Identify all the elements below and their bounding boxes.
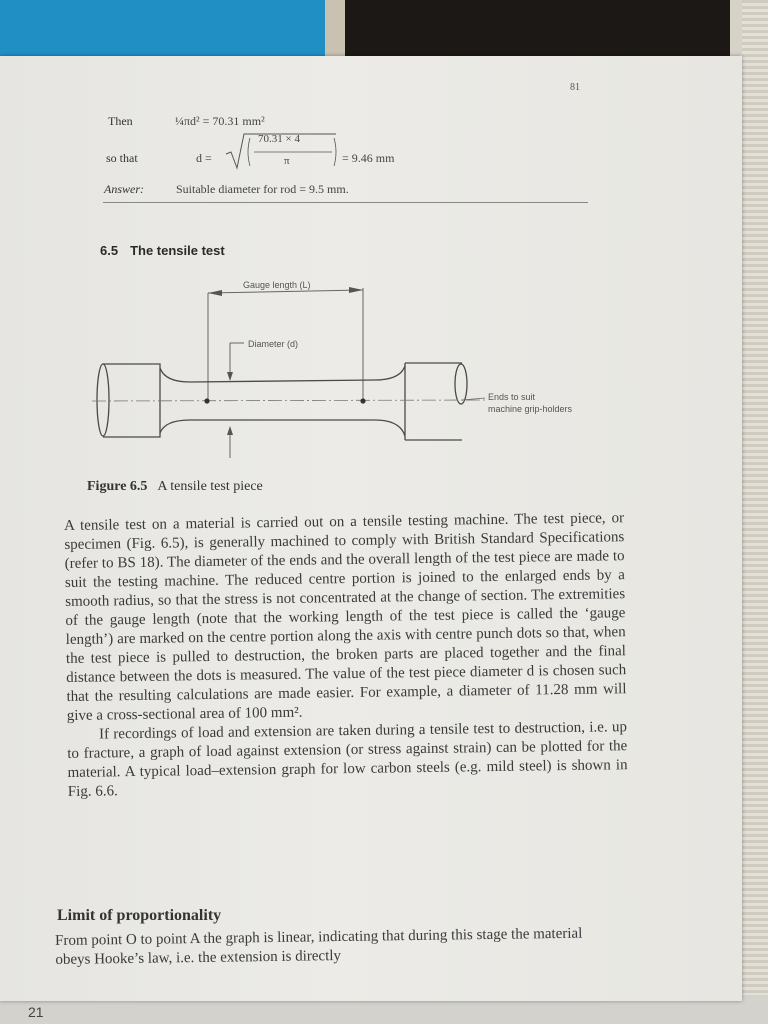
answer-label: Answer: (104, 182, 144, 196)
subsection-paragraph: From point O to point A the graph is linear, indicating that during this stage the material obeys Hooke’s law, i.e. the extension is directly (55, 925, 583, 968)
then-label: Then (108, 114, 133, 128)
punch-dot-right (360, 398, 365, 403)
diameter-top-arrow (227, 372, 233, 381)
specimen-outline (97, 363, 467, 440)
so-that-lhs: d = (196, 151, 212, 165)
gauge-arrow-right (349, 287, 363, 293)
page-number: 81 (570, 82, 580, 93)
corner-mark: 21 (28, 1004, 44, 1020)
paragraph-2: If recordings of load and extension are taken during a tensile test to destruction, i.e. up to fracture, a graph of load against extension (or stress against strain) can be plotted for the material. A typical load–extension graph for low carbon steels (e.g. mild steel) is shown in Fig. 6.6. (67, 719, 628, 800)
subsection-text (55, 924, 615, 970)
paragraph-1: A tensile test on a material is carried out on a tensile testing machine. The test piece, or specimen (Fig. 6.5), is generally machined to comply with British Standard Specifications (refer to BS 18). The diameter of the ends and the overall length of the test piece are made to suit the testing machine. The reduced centre portion is joined to the enlarged ends by a smooth radius, so that the stress is not concentrated at the change of section. The extremities of the gauge length (note that the working length of the test piece is called the ‘gauge length’) are marked on the centre portion along the axis with centre punch dots so that, when the test piece is pulled to destruction, the broken parts are placed together and the final distance between the dots is measured. The value of the test piece diameter d is chosen such that the resulting calculations are made easier. For example, a diameter of 11.28 mm will give a cross-sectional area of 100 mm². (64, 510, 627, 724)
subsection-heading: Limit of proportionality (57, 907, 222, 924)
diameter-label: Diameter (d) (248, 339, 299, 349)
sqrt-denominator: π (284, 155, 290, 167)
gauge-arrow-left (208, 290, 222, 296)
so-that-label: so that (106, 151, 138, 165)
centre-line (92, 400, 485, 401)
body-text (64, 509, 628, 802)
then-expression: ¼πd² = 70.31 mm² (175, 114, 265, 128)
figure-caption-text: A tensile test piece (157, 479, 263, 494)
gauge-dimension-line (208, 290, 363, 293)
figure-caption (87, 479, 263, 495)
section-title: The tensile test (130, 243, 225, 258)
ends-label-line1: Ends to suit (488, 392, 536, 402)
ends-label-line2: machine grip-holders (488, 404, 573, 414)
punch-dot-left (204, 398, 209, 403)
sqrt-numerator: 70.31 × 4 (258, 133, 300, 145)
answer-text: Suitable diameter for rod = 9.5 mm. (176, 182, 349, 196)
section-number: 6.5 (100, 243, 119, 258)
so-that-result: = 9.46 mm (342, 151, 395, 165)
gauge-length-label: Gauge length (L) (243, 280, 311, 290)
diameter-bottom-arrow (227, 426, 233, 435)
figure-number: Figure 6.5 (87, 479, 148, 494)
